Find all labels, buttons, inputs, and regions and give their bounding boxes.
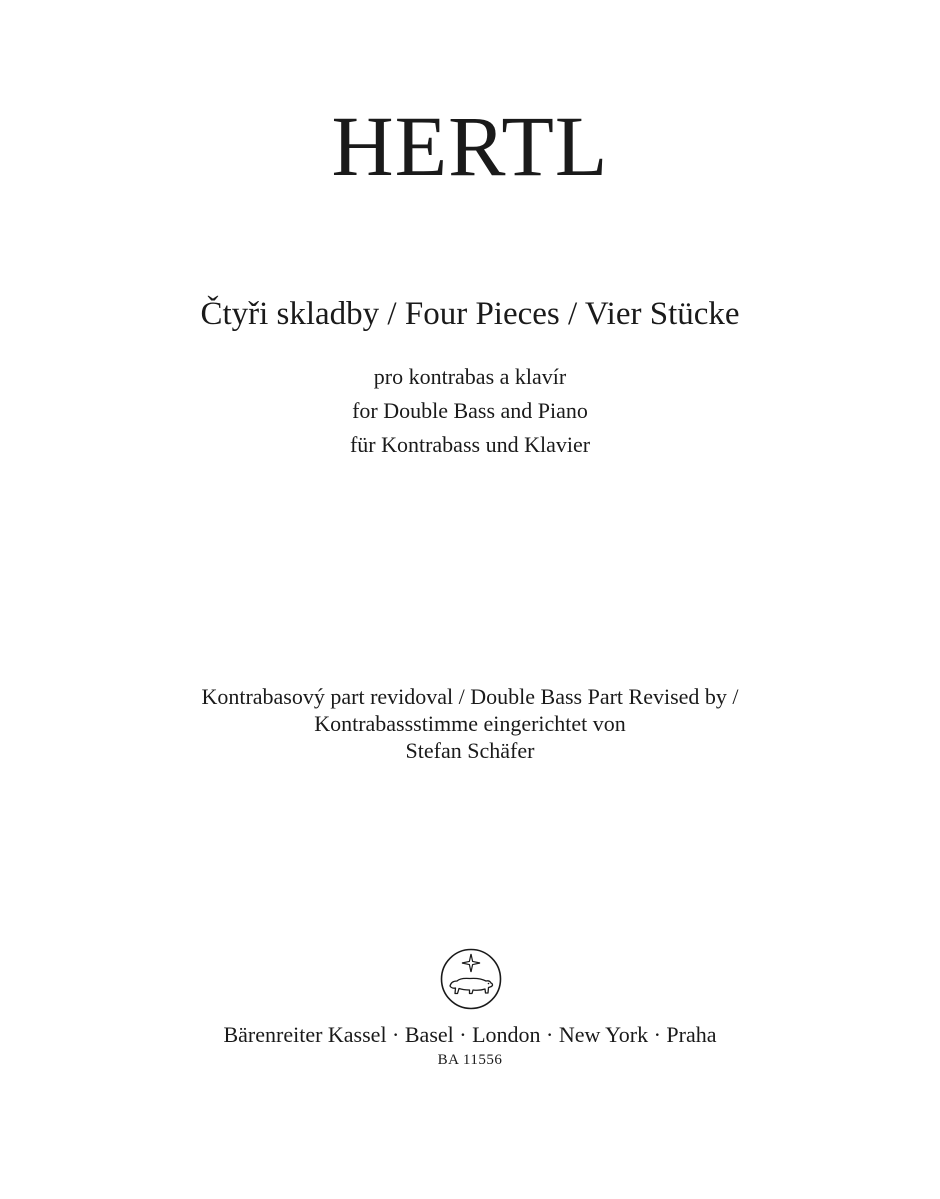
subtitle-english: for Double Bass and Piano	[352, 398, 588, 423]
subtitle-german: für Kontrabass und Klavier	[349, 432, 591, 457]
subtitle-czech: pro kontrabas a klavír	[373, 364, 567, 389]
catalog-number: BA 11556	[437, 1052, 503, 1068]
work-title: Čtyři skladby / Four Pieces / Vier Stücke	[200, 296, 740, 332]
publisher-cities: Bärenreiter Kassel · Basel · London · New York · Praha	[223, 1022, 717, 1047]
reviser-name: Stefan Schäfer	[405, 738, 535, 763]
composer-name: HERTL	[331, 98, 609, 194]
revision-credit-line-1: Kontrabasový part revidoval / Double Bass Part Revised by /	[201, 684, 739, 709]
revision-credit-line-2: Kontrabassstimme eingerichtet von	[314, 711, 626, 736]
publisher-logo-icon	[440, 948, 502, 1010]
